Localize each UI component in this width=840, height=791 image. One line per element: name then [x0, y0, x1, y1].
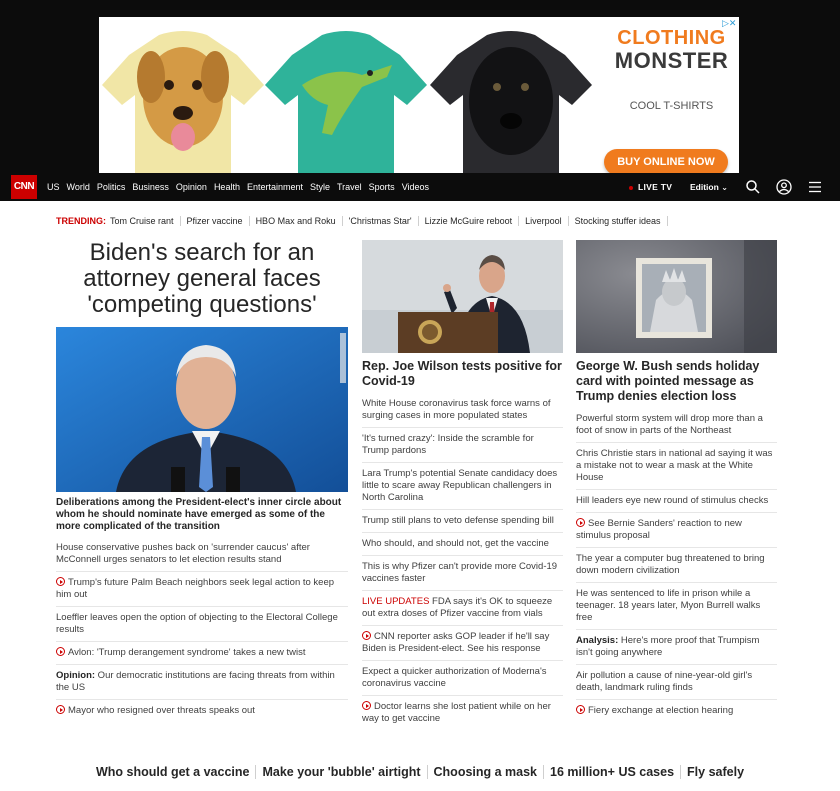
topic-link[interactable]: Fly safely: [687, 765, 745, 779]
live-tv-link[interactable]: [629, 173, 672, 201]
story-link[interactable]: [576, 664, 777, 699]
nav-item-style[interactable]: Style: [309, 182, 330, 192]
live-tv-label: LIVE TV: [638, 182, 673, 192]
trending-item[interactable]: 'Christmas Star': [349, 216, 419, 226]
story-text: The year a computer bug threatened to bring down modern civilization: [576, 553, 765, 576]
play-video-icon: [56, 705, 65, 714]
story-link[interactable]: [576, 582, 777, 629]
play-video-icon: [56, 647, 65, 656]
story-link[interactable]: [362, 660, 563, 695]
story-text: 'It's turned crazy': Inside the scramble for Trump pardons: [362, 433, 534, 456]
lead-headline[interactable]: Biden's search for an attorney general faces 'competing questions': [83, 239, 321, 318]
edition-selector[interactable]: [690, 173, 728, 201]
bush-card-image[interactable]: [576, 240, 777, 353]
trending-item[interactable]: Pfizer vaccine: [187, 216, 250, 226]
story-text: Loeffler leaves open the option of objecting to the Electoral College results: [56, 612, 338, 635]
ad-brand-line2: MONSTER: [614, 48, 729, 73]
cnn-logo[interactable]: CNN: [11, 175, 37, 199]
nav-item-videos[interactable]: Videos: [401, 182, 430, 192]
story-link[interactable]: [362, 695, 563, 730]
story-text: House conservative pushes back on 'surrender caucus' after McConnell urges senators to let election results stand: [56, 542, 310, 565]
story-text: Trump still plans to veto defense spending bill: [362, 515, 554, 526]
story-text: Powerful storm system will drop more than a foot of snow in parts of the Northeast: [576, 413, 763, 436]
play-video-icon: [576, 518, 585, 527]
lead-caption[interactable]: Deliberations among the President-elect's inner circle about whom he should nominate have emerged as some of the more complicated of the transition: [56, 497, 342, 532]
play-video-icon: [362, 631, 371, 640]
story-link[interactable]: [576, 699, 777, 722]
trending-item[interactable]: Lizzie McGuire reboot: [425, 216, 520, 226]
story-text: He was sentenced to life in prison while a teenager. 18 years later, Myon Burrell walks free: [576, 588, 761, 623]
story-text: Air pollution a cause of nine-year-old girl's death, landmark ruling finds: [576, 670, 753, 693]
story-link[interactable]: [362, 625, 563, 660]
story-link[interactable]: [56, 641, 348, 664]
story-text: Here's more proof that Trumpism isn't going anywhere: [576, 635, 760, 658]
top-nav: [0, 173, 840, 201]
story-link[interactable]: [362, 427, 563, 462]
chevron-down-icon: ⌄: [721, 183, 728, 192]
advertisement[interactable]: [99, 17, 739, 173]
ad-banner-area: [0, 0, 840, 173]
live-dot-icon: [629, 186, 633, 190]
nav-item-opinion[interactable]: Opinion: [175, 182, 207, 192]
story-text: Hill leaders eye new round of stimulus checks: [576, 495, 769, 506]
story-link[interactable]: [56, 606, 348, 641]
col1-story-list: [56, 537, 348, 722]
story-link[interactable]: [576, 489, 777, 512]
story-text: Expect a quicker authorization of Moderna's coronavirus vaccine: [362, 666, 547, 689]
search-icon[interactable]: [745, 179, 761, 195]
trending-label: TRENDING:: [56, 216, 106, 226]
col2-story-list: [362, 393, 563, 730]
story-prefix: Opinion:: [56, 670, 96, 681]
play-video-icon: [56, 577, 65, 586]
story-text: Chris Christie stars in national ad saying it was a mistake not to wear a mask at the White House: [576, 448, 773, 483]
story-text: CNN reporter asks GOP leader if he'll say Biden is President-elect. See his response: [362, 631, 550, 654]
trending-item[interactable]: Tom Cruise rant: [110, 216, 181, 226]
right-column: [576, 240, 777, 722]
nav-item-politics[interactable]: Politics: [96, 182, 126, 192]
story-link[interactable]: [362, 555, 563, 590]
story-text: Who should, and should not, get the vaccine: [362, 538, 549, 549]
story-link[interactable]: [576, 408, 777, 442]
story-link[interactable]: [576, 512, 777, 547]
nav-item-us[interactable]: US: [47, 182, 60, 192]
adchoices-icon[interactable]: ▷✕: [722, 18, 737, 28]
story-link[interactable]: [576, 547, 777, 582]
col3-headline[interactable]: George W. Bush sends holiday card with pointed message as Trump denies election loss: [576, 359, 760, 403]
topic-links-bar: [0, 760, 840, 784]
col2-headline[interactable]: Rep. Joe Wilson tests positive for Covid-19: [362, 359, 562, 388]
edition-label: Edition: [690, 182, 719, 192]
story-text: Trump's future Palm Beach neighbors seek legal action to keep him out: [56, 577, 335, 600]
story-text: FDA says it's OK to squeeze out extra doses of Pfizer vaccine from vials: [362, 596, 553, 619]
story-link[interactable]: [362, 509, 563, 532]
black-dog-tshirt-image[interactable]: [427, 25, 595, 173]
story-prefix: Analysis:: [576, 635, 619, 646]
middle-column: [362, 240, 563, 730]
live-updates-label: LIVE UPDATES: [362, 596, 430, 607]
joe-wilson-image[interactable]: [362, 240, 563, 353]
story-link[interactable]: [56, 699, 348, 722]
story-text: Fiery exchange at election hearing: [588, 705, 734, 716]
story-link[interactable]: [362, 462, 563, 509]
story-text: See Bernie Sanders' reaction to new stimulus proposal: [576, 518, 742, 541]
story-text: Our democratic institutions are facing threats from within the US: [56, 670, 335, 693]
account-icon[interactable]: [776, 179, 792, 195]
nav-item-health[interactable]: Health: [213, 182, 240, 192]
topic-link[interactable]: Make your 'bubble' airtight: [256, 765, 427, 779]
story-text: Mayor who resigned over threats speaks out: [68, 705, 255, 716]
col3-story-list: [576, 408, 777, 722]
nav-sections: [47, 173, 436, 201]
trending-item[interactable]: HBO Max and Roku: [256, 216, 343, 226]
story-text: Doctor learns she lost patient while on her way to get vaccine: [362, 701, 551, 724]
trending-bar: [56, 214, 796, 228]
ad-brand-block: [604, 21, 739, 171]
story-link[interactable]: [576, 442, 777, 489]
topic-link[interactable]: Choosing a mask: [428, 765, 545, 779]
topic-link[interactable]: 16 million+ US cases: [544, 765, 681, 779]
story-link[interactable]: [56, 664, 348, 699]
nav-item-world[interactable]: World: [66, 182, 90, 192]
dog-tshirt-image[interactable]: [99, 25, 267, 173]
ad-brand-line1: CLOTHING: [617, 27, 726, 49]
lead-story-image[interactable]: [56, 327, 348, 492]
nav-item-business[interactable]: Business: [132, 182, 169, 192]
story-text: Lara Trump's potential Senate candidacy does little to scare away Republican challengers in North Carolina: [362, 468, 558, 503]
story-link[interactable]: [56, 571, 348, 606]
story-text: White House coronavirus task force warns of surging cases in more populated states: [362, 398, 551, 421]
story-link[interactable]: [362, 532, 563, 555]
menu-icon[interactable]: [807, 179, 823, 195]
nav-item-travel[interactable]: Travel: [337, 182, 362, 192]
ad-tagline: COOL T-SHIRTS: [629, 100, 714, 112]
story-link[interactable]: [56, 537, 348, 571]
story-text: This is why Pfizer can't provide more Covid-19 vaccines faster: [362, 561, 558, 584]
nav-item-entertainment[interactable]: Entertainment: [246, 182, 303, 192]
nav-item-sports[interactable]: Sports: [368, 182, 395, 192]
play-video-icon: [362, 701, 371, 710]
lead-column: [56, 240, 348, 722]
trending-item[interactable]: Liverpool: [525, 216, 569, 226]
story-text: Avlon: 'Trump derangement syndrome' takes a new twist: [68, 647, 306, 658]
lizard-tshirt-image[interactable]: [262, 25, 430, 173]
topic-link[interactable]: Who should get a vaccine: [90, 765, 257, 779]
ad-buy-button[interactable]: BUY ONLINE NOW: [604, 149, 728, 173]
trending-item[interactable]: Stocking stuffer ideas: [575, 216, 668, 226]
play-video-icon: [576, 705, 585, 714]
story-link[interactable]: [576, 629, 777, 664]
story-link[interactable]: [362, 590, 563, 625]
story-link[interactable]: [362, 393, 563, 427]
